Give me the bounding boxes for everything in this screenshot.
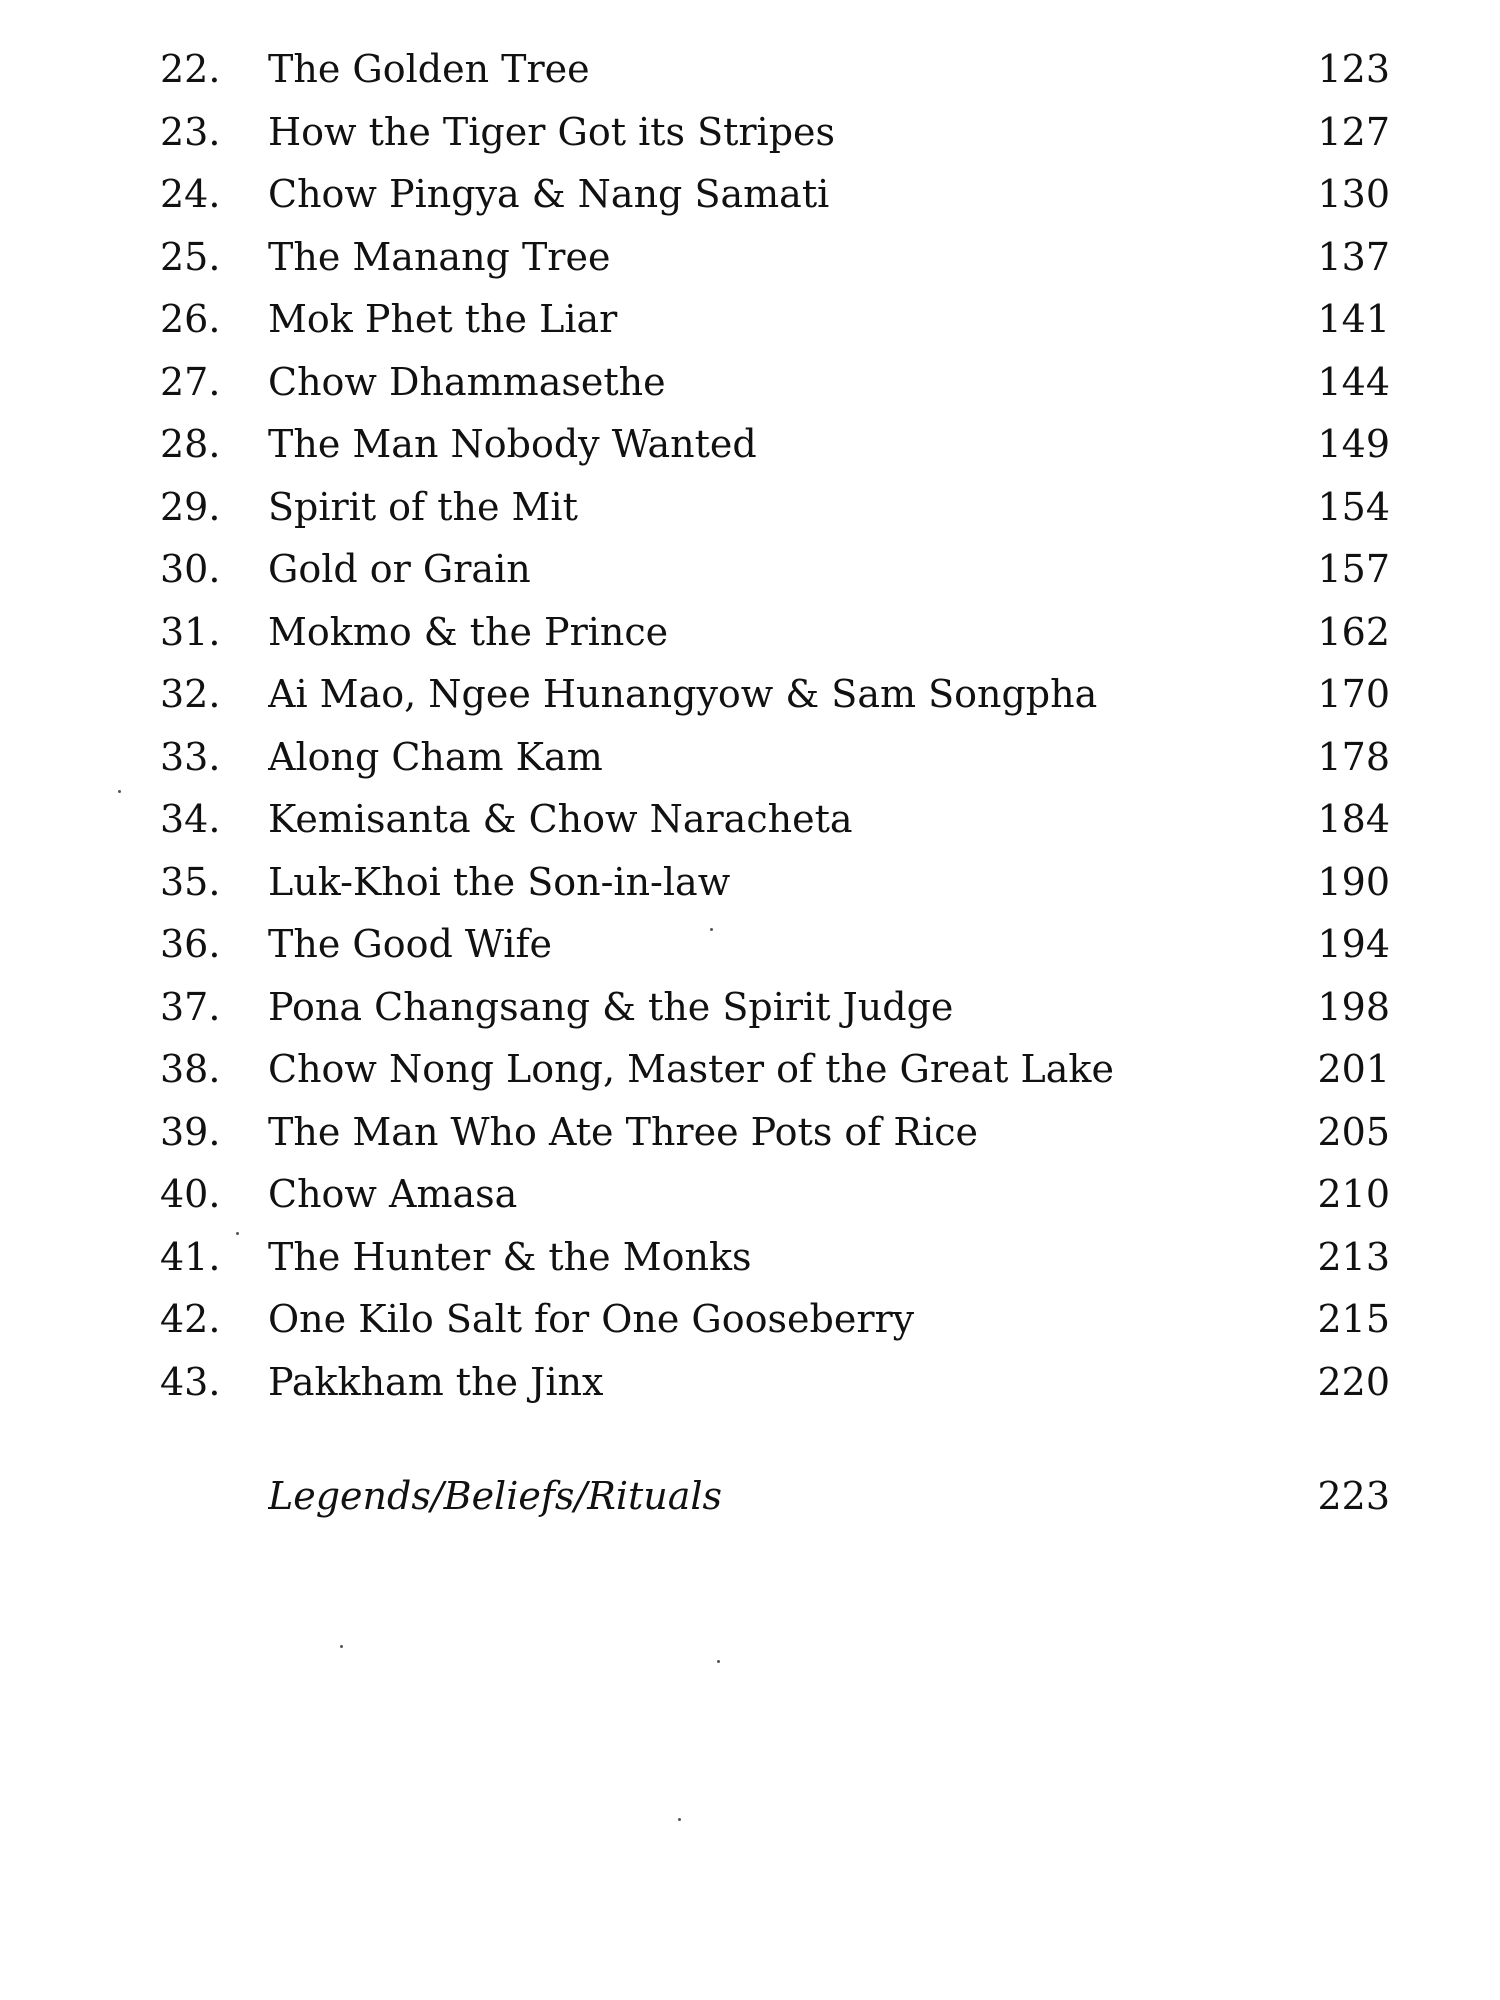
toc-entry-title: Along Cham Kam bbox=[268, 734, 603, 779]
toc-entry bbox=[160, 1226, 1390, 1289]
table-of-contents bbox=[160, 38, 1390, 1413]
toc-entry-page: 157 bbox=[1317, 547, 1390, 591]
toc-entry-title: The Hunter & the Monks bbox=[268, 1234, 752, 1279]
toc-entry bbox=[160, 1038, 1390, 1101]
toc-entry-number: 35. bbox=[160, 859, 221, 904]
toc-entry-page: 198 bbox=[1317, 984, 1390, 1029]
toc-entry-title: The Man Nobody Wanted bbox=[268, 422, 757, 466]
toc-entry-number: 30. bbox=[160, 547, 221, 591]
toc-entry-title: The Man Who Ate Three Pots of Rice bbox=[268, 1109, 978, 1154]
toc-entry-page: 162 bbox=[1317, 609, 1390, 654]
toc-entry-title: One Kilo Salt for One Gooseberry bbox=[268, 1297, 915, 1341]
toc-entry bbox=[160, 288, 1390, 351]
toc-entry-page: 190 bbox=[1317, 859, 1390, 904]
toc-entry-number: 43. bbox=[160, 1359, 221, 1404]
toc-entry bbox=[160, 788, 1390, 851]
toc-entry-page: 144 bbox=[1317, 359, 1390, 404]
toc-entry-number: 26. bbox=[160, 297, 221, 341]
toc-entry-number: 34. bbox=[160, 797, 221, 841]
toc-entry-page: 149 bbox=[1317, 422, 1390, 466]
toc-entry bbox=[160, 351, 1390, 414]
toc-entry bbox=[160, 726, 1390, 789]
toc-entry-title: Chow Amasa bbox=[268, 1172, 518, 1216]
toc-entry-page: 141 bbox=[1317, 297, 1390, 341]
toc-entry bbox=[160, 1101, 1390, 1164]
toc-entry-number: 27. bbox=[160, 359, 221, 404]
toc-entry-title: Chow Nong Long, Master of the Great Lake bbox=[268, 1047, 1114, 1091]
toc-entry-page: 123 bbox=[1317, 47, 1390, 91]
toc-entry-number: 28. bbox=[160, 422, 221, 466]
toc-entry-title: The Good Wife bbox=[268, 922, 552, 966]
toc-entry-title: Ai Mao, Ngee Hunangyow & Sam Songpha bbox=[268, 672, 1098, 716]
toc-entry-title: Pona Changsang & the Spirit Judge bbox=[268, 984, 954, 1029]
toc-entry-number: 38. bbox=[160, 1047, 221, 1091]
toc-entry-page: 178 bbox=[1317, 734, 1390, 779]
scan-speck bbox=[118, 790, 121, 793]
toc-entry-number: 24. bbox=[160, 172, 221, 216]
toc-entry-number: 33. bbox=[160, 734, 221, 779]
scan-speck bbox=[717, 1660, 720, 1663]
toc-entry-title: Mokmo & the Prince bbox=[268, 609, 669, 654]
toc-entry-number: 31. bbox=[160, 609, 221, 654]
toc-entry bbox=[160, 1288, 1390, 1351]
toc-entry-page: 154 bbox=[1317, 484, 1390, 529]
toc-entry-title: Chow Dhammasethe bbox=[268, 359, 666, 404]
toc-entry-number: 40. bbox=[160, 1172, 221, 1216]
toc-entry bbox=[160, 226, 1390, 289]
toc-entry-number: 41. bbox=[160, 1234, 221, 1279]
toc-entry bbox=[160, 913, 1390, 976]
toc-entry-title: Mok Phet the Liar bbox=[268, 297, 618, 341]
toc-entry-page: 220 bbox=[1317, 1359, 1390, 1404]
toc-entry-number: 36. bbox=[160, 922, 221, 966]
toc-entry bbox=[160, 476, 1390, 539]
toc-entry-title: Chow Pingya & Nang Samati bbox=[268, 172, 830, 216]
toc-entry bbox=[160, 976, 1390, 1039]
toc-entry bbox=[160, 663, 1390, 726]
scan-speck bbox=[340, 1645, 343, 1648]
toc-entry-page: 170 bbox=[1317, 672, 1390, 716]
scan-speck bbox=[710, 928, 713, 931]
toc-entry-title: Luk-Khoi the Son-in-law bbox=[268, 859, 731, 904]
toc-entry bbox=[160, 538, 1390, 601]
toc-entry-page: 213 bbox=[1317, 1234, 1390, 1279]
toc-entry-title: Kemisanta & Chow Naracheta bbox=[268, 797, 853, 841]
toc-entry-number: 32. bbox=[160, 672, 221, 716]
toc-appendix-entry bbox=[268, 1465, 1390, 1528]
toc-entry-number: 39. bbox=[160, 1109, 221, 1154]
toc-entry bbox=[160, 163, 1390, 226]
toc-entry-page: 130 bbox=[1317, 172, 1390, 216]
toc-entry-number: 37. bbox=[160, 984, 221, 1029]
toc-entry bbox=[160, 1351, 1390, 1414]
toc-entry-number: 22. bbox=[160, 47, 221, 91]
toc-entry-page: 194 bbox=[1317, 922, 1390, 966]
toc-entry-title: Pakkham the Jinx bbox=[268, 1359, 604, 1404]
toc-entry-title: Legends/Beliefs/Rituals bbox=[268, 1474, 723, 1518]
toc-entry bbox=[160, 851, 1390, 914]
toc-entry-page: 127 bbox=[1317, 109, 1390, 154]
toc-entry-title: How the Tiger Got its Stripes bbox=[268, 109, 836, 154]
toc-entry-page: 210 bbox=[1317, 1172, 1390, 1216]
toc-entry-page: 223 bbox=[1317, 1474, 1390, 1518]
toc-entry-title: The Golden Tree bbox=[268, 47, 590, 91]
toc-entry bbox=[160, 38, 1390, 101]
toc-entry bbox=[160, 601, 1390, 664]
toc-entry-page: 215 bbox=[1317, 1297, 1390, 1341]
scan-speck bbox=[678, 1818, 681, 1821]
scan-speck bbox=[236, 1232, 239, 1235]
toc-entry-number: 25. bbox=[160, 234, 221, 279]
toc-entry-number: 42. bbox=[160, 1297, 221, 1341]
toc-entry-number: 29. bbox=[160, 484, 221, 529]
toc-entry-page: 201 bbox=[1317, 1047, 1390, 1091]
toc-entry-title: The Manang Tree bbox=[268, 234, 611, 279]
toc-entry bbox=[160, 413, 1390, 476]
toc-entry-title: Spirit of the Mit bbox=[268, 484, 578, 529]
toc-entry-page: 184 bbox=[1317, 797, 1390, 841]
toc-entry bbox=[160, 101, 1390, 164]
toc-entry-number: 23. bbox=[160, 109, 221, 154]
toc-entry-page: 205 bbox=[1317, 1109, 1390, 1154]
toc-entry-title: Gold or Grain bbox=[268, 547, 531, 591]
toc-entry-page: 137 bbox=[1317, 234, 1390, 279]
toc-entry bbox=[160, 1163, 1390, 1226]
